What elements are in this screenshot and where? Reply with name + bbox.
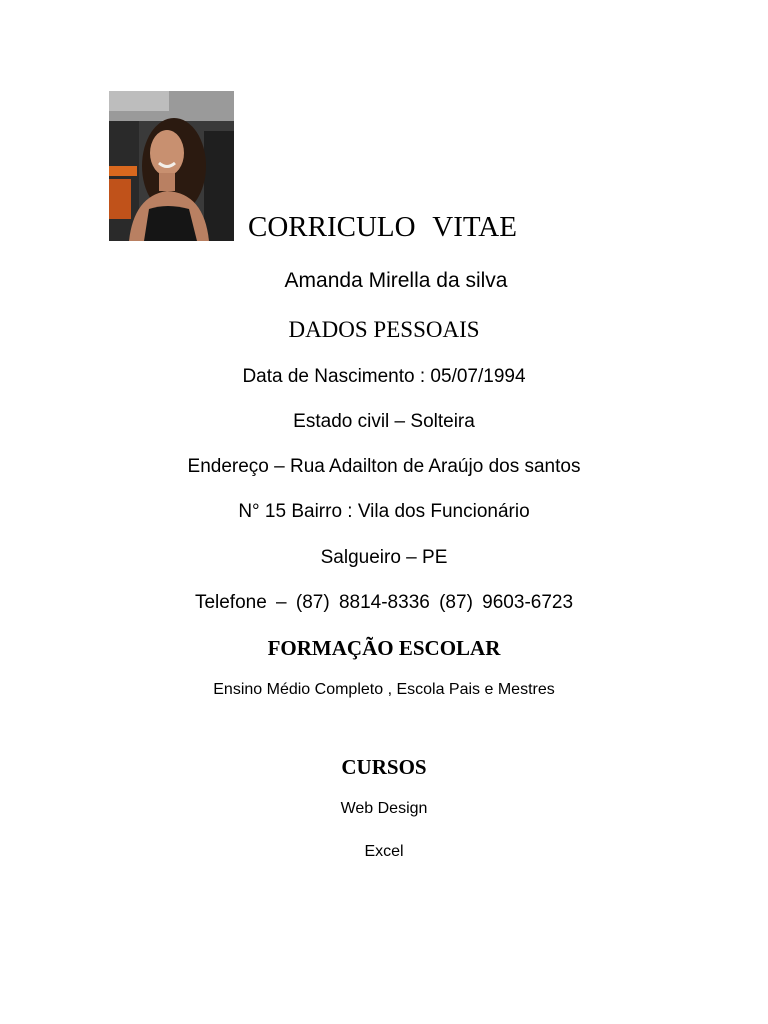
birth-date: Data de Nascimento : 05/07/1994 [242, 366, 526, 387]
address: Endereço – Rua Adailton de Araújo dos santos [187, 456, 581, 477]
section-heading-formacao: FORMAÇÃO ESCOLAR [267, 636, 501, 660]
page-title: CORRICULO VITAE [248, 211, 517, 243]
profile-photo [109, 91, 234, 241]
course-item: Web Design [340, 800, 428, 817]
course-item: Excel [364, 843, 404, 860]
section-heading-cursos: CURSOS [341, 755, 427, 779]
marital-status: Estado civil – Solteira [293, 411, 475, 432]
city: Salgueiro – PE [320, 547, 448, 568]
section-heading-dados-pessoais: DADOS PESSOAIS [288, 317, 480, 342]
education-detail: Ensino Médio Completo , Escola Pais e Mestres [213, 681, 555, 698]
candidate-name: Amanda Mirella da silva [284, 269, 508, 292]
phone: Telefone – (87) 8814-8336 (87) 9603-6723 [194, 592, 574, 613]
address-number-neighborhood: N° 15 Bairro : Vila dos Funcionário [238, 501, 530, 522]
